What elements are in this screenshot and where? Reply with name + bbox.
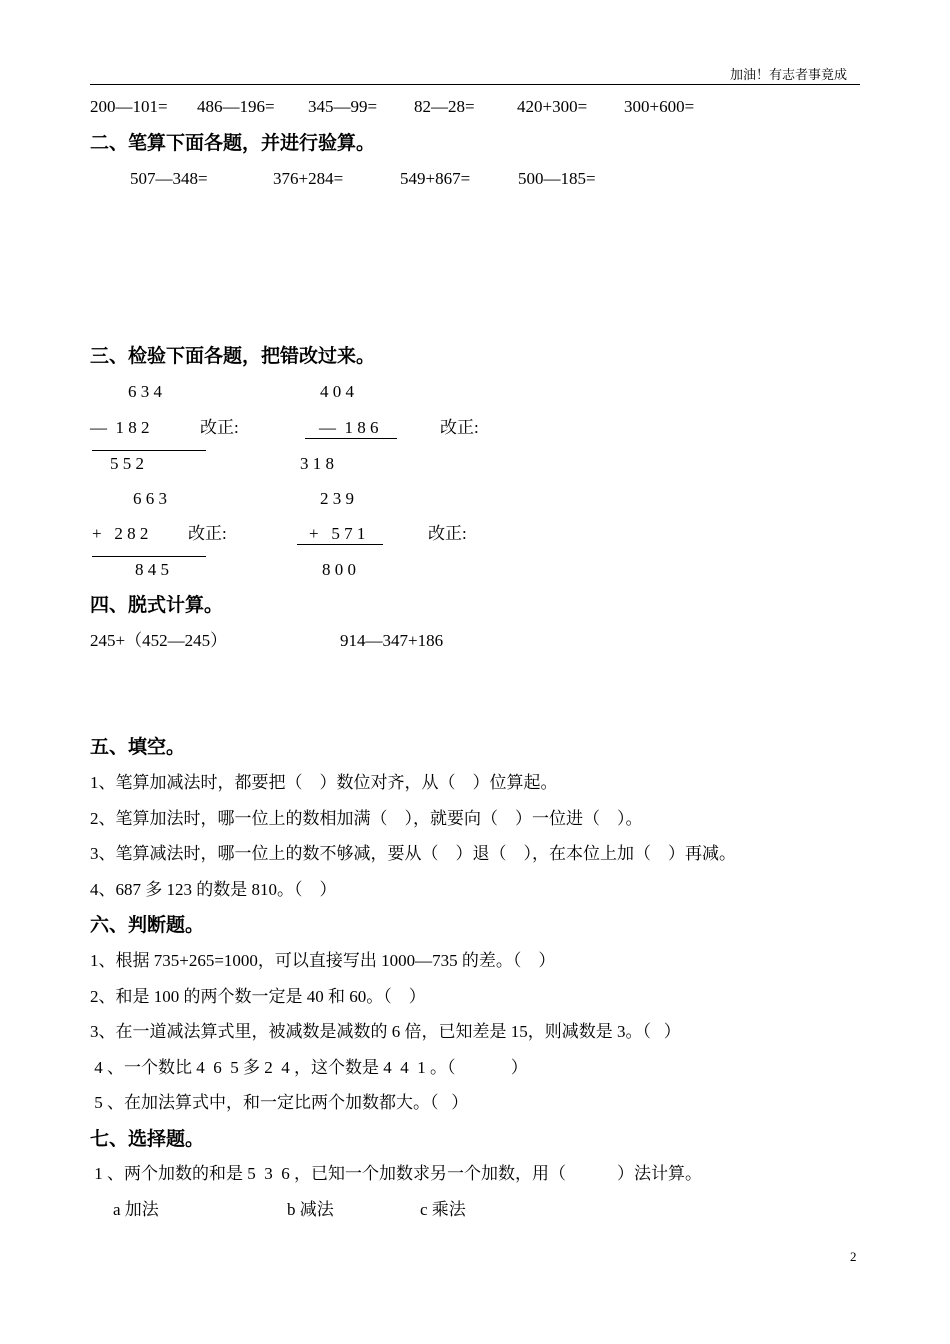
section6-item: 5 、在加法算式中，和一定比两个加数都大。（ ） [90, 1093, 469, 1112]
p2-correct-label: 改正: [440, 418, 479, 437]
section2-item: 549+867= [400, 169, 471, 188]
p3-rule [92, 556, 206, 557]
p1-top: 6 3 4 [128, 382, 162, 401]
p2-operand: — 1 8 6 [305, 419, 397, 439]
header-motto: 加油！有志者事竟成 [730, 67, 848, 82]
section7-question: 1 、两个加数的和是 5 3 6 ，已知一个加数求另一个加数，用（ ）法计算。 [90, 1164, 702, 1183]
section6-item: 2、和是 100 的两个数一定是 40 和 60。（ ） [90, 987, 426, 1006]
p3-operand: + 2 8 2 [92, 524, 149, 543]
p4-operand: + 5 7 1 [297, 525, 383, 545]
p3-result: 8 4 5 [135, 560, 169, 579]
section2-item: 500—185= [518, 169, 596, 188]
page-number: 2 [850, 1249, 857, 1264]
header-rule [90, 84, 860, 85]
p1-operand: — 1 8 2 [90, 418, 150, 437]
section2-item: 507—348= [130, 169, 208, 188]
section2-item: 376+284= [273, 169, 344, 188]
section5-item: 1、笔算加减法时，都要把（ ）数位对齐，从（ ）位算起。 [90, 773, 558, 792]
p3-top: 6 6 3 [133, 489, 167, 508]
p4-result: 8 0 0 [322, 560, 356, 579]
p2-top: 4 0 4 [320, 382, 354, 401]
p2-result: 3 1 8 [300, 454, 334, 473]
q1-item: 486—196= [197, 97, 275, 116]
q1-item: 420+300= [517, 97, 588, 116]
section5-item: 4、687 多 123 的数是 810。（ ） [90, 880, 337, 899]
p3-correct-label: 改正: [188, 524, 227, 543]
section6-item: 4 、一个数比 4 6 5 多 2 4 ，这个数是 4 4 1 。（ ） [90, 1058, 528, 1077]
section7-title: 七、选择题。 [90, 1128, 205, 1150]
q1-item: 300+600= [624, 97, 695, 116]
section4-title: 四、脱式计算。 [90, 594, 224, 616]
q1-item: 82—28= [414, 97, 475, 116]
section6-title: 六、判断题。 [90, 914, 205, 936]
section7-option-b: b 减法 [287, 1200, 334, 1219]
section2-title: 二、笔算下面各题，并进行验算。 [90, 132, 376, 154]
section7-option-c: c 乘法 [420, 1200, 466, 1219]
section5-title: 五、填空。 [90, 736, 186, 758]
section3-title: 三、检验下面各题，把错改过来。 [90, 345, 376, 367]
q1-item: 200—101= [90, 97, 168, 116]
section4-item: 245+（452—245） [90, 631, 228, 650]
section6-item: 1、根据 735+265=1000，可以直接写出 1000—735 的差。（ ） [90, 951, 556, 970]
p4-top: 2 3 9 [320, 489, 354, 508]
section4-item: 914—347+186 [340, 631, 444, 650]
q1-item: 345—99= [308, 97, 378, 116]
section6-item: 3、在一道减法算式里，被减数是减数的 6 倍，已知差是 15，则减数是 3。（ ） [90, 1022, 681, 1041]
p1-correct-label: 改正: [200, 418, 239, 437]
section7-option-a: a 加法 [113, 1200, 159, 1219]
section5-item: 2、笔算加法时，哪一位上的数相加满（ ），就要向（ ）一位进（ ）。 [90, 809, 643, 828]
p1-rule [92, 450, 206, 451]
p4-correct-label: 改正: [428, 524, 467, 543]
p1-result: 5 5 2 [110, 454, 144, 473]
section5-item: 3、笔算减法时，哪一位上的数不够减，要从（ ）退（ ），在本位上加（ ）再减。 [90, 844, 736, 863]
